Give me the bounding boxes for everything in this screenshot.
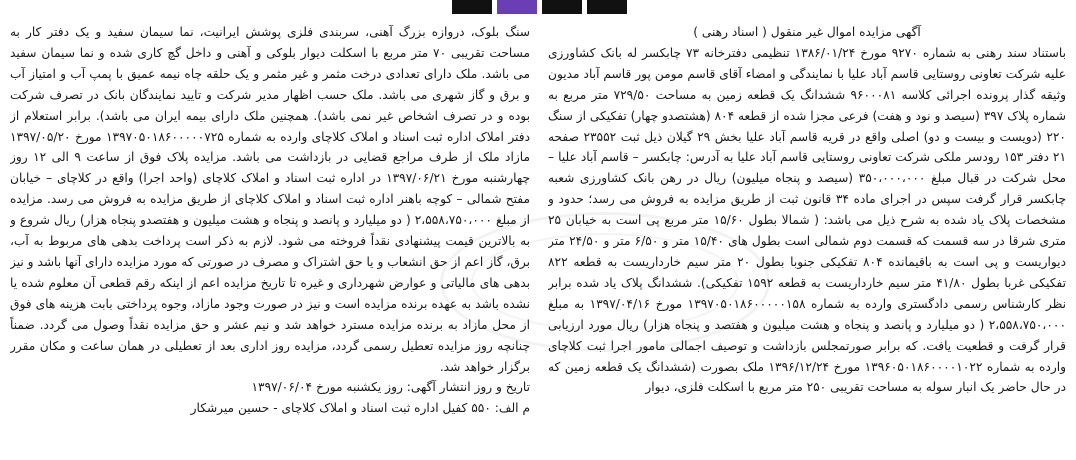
notice-body-left: سنگ بلوک، دروازه بزرگ آهنی، سربندی فلزی پوشش ایرانیت، نما سیمان سفید و یک دفتر کار به مساحت تقریبی ۷۰ متر مربع با اسکلت دیوار بلوکی و آهنی و داخل گچ کاری شده و نما سیمان سفید می باشد. ملک دارای تعدادی درخت مثمر و غیر مثمر و یک حلقه چاه نیمه عمیق با پمپ آب و امتیاز آب و برق و گاز شهری می باشد. ملک حسب اظهار مدیر شرکت و تایید نمایندگان بانک در تصرف شرکت بوده و در تصرف اشخاص غیر نمی باشد). همچنین ملک دارای بیمه ایران می باشد). برابر استعلام از دفتر املاک اداره ثبت اسناد و املاک کلاچای وارده به شماره ۱۳۹۷۰۵۰۱۸۶۰۰۰۰۰۷۲۵ مورخ ۱۳۹۷/۰۵/۲۰ مازاد ملک از طرف مراجع قضایی در بازداشت می باشد. مزایده پلاک فوق از ساعت ۹ الی ۱۲ روز چهارشنبه مورخ ۱۳۹۷/۰۶/۲۱ در اداره ثبت اسناد و املاک کلاچای (واحد اجرا) واقع در کلاچای – خیابان مفتح شمالی – کوچه باهنر اداره ثبت اسناد و املاک کلاچای از طریق مزایده به فروش می رسد. مزایده از مبلغ ۲،۵۵۸،۷۵۰،۰۰۰ ( دو میلیارد و پانصد و پنجاه و هشت میلیون و هفتصدو پنجاه هزار) ریال شروع و به بالاترین قیمت پیشنهادی نقداً فروخته می شود. لازم به ذکر است پرداخت بدهی های مربوط به آب، برق، گاز اعم از حق انشعاب و یا حق اشتراک و مصرف در صورتی که مورد مزایده دارای آنها باشد و نیز بدهی های مالیاتی و عوارض شهرداری و غیره تا تاریخ مزایده اعم از اینکه رقم قطعی آن معلوم شده یا نشده باشد به عهده برنده مزایده است و نیز در صورت وجود مازاد، وجوه پرداختی بابت هزینه های فوق از محل مازاد به برنده مزایده مسترد خواهد شد و نیم عشر و حق مزایده نقداً وصول می گردد. ضمناً چنانچه روز مزایده تعطیل رسمی گردد، مزایده روز اداری بعد از تعطیلی در همان ساعت و مکان مقرر برگزار خواهد شد.: [10, 25, 530, 374]
color-bar: [0, 0, 1076, 14]
swatch-black-3: [587, 0, 627, 14]
publication-date: تاریخ و روز انتشار آگهی: روز یکشنبه مورخ ۱۳۹۷/۰۶/۰۴: [251, 380, 530, 395]
notice-title: آگهی مزایده اموال غیر منقول ( اسناد رهنی ): [693, 25, 921, 39]
notice-body-right: باستناد سند رهنی به شماره ۹۲۷۰ مورخ ۱۳۸۶/۰۱/۲۴ تنظیمی دفترخانه ۷۳ چابکسر له بانک کشاورزی علیه شرکت تعاونی روستایی قاسم آباد علیا با نمایندگی و امضاء آقای قاسم مومن پور قاسم آباد مدیون وثیقه گذار پرونده اجرائی کلاسه ۹۶۰۰۰۸۱ ششدانگ یک قطعه زمین به مساحت ۷۲۹/۵۰ متر مربع به شماره پلاک ۳۹۷ (سیصد و نود و هفت) فرعی مجزا شده از قطعه ۸۰۴ (هشتصدو چهار) تفکیکی از سنگ ۲۲۰ (دویست و بیست و دو) اصلی واقع در قریه قاسم آباد علیا بخش ۲۹ گیلان ذیل ثبت ۲۳۵۵۲ صفحه ۲۱ دفتر ۱۵۳ رودسر ملکی شرکت تعاونی روستایی قاسم آباد علیا به آدرس: چابکسر – قاسم آباد علیا – محل شرکت در قبال مبلغ ۳۵۰،۰۰۰،۰۰۰ (سیصد و پنجاه میلیون) ریال در رهن بانک کشاورزی شعبه چابکسر قرار گرفت سپس در اجرای ماده ۳۴ قانون ثبت از طریق مزایده به فروش می رسد؛ حدود و مشخصات پلاک یاد شده به شرح ذیل می باشد: ( شمالا بطول ۱۵/۶۰ متر مربع پی است به خیابان ۲۵ متری شرقا در سه قسمت که قسمت دوم شمالی است بطول های ۱۵/۴۰ متر و ۶/۵۰ متر و ۲۴/۵۰ متر دیواریست و پی است به باقیمانده ۸۰۴ تفکیکی جنوبا بطول ۲۰ متر سیم خارداریست به قطعه ۸۲۲ تفکیکی غربا بطول ۴۱/۸۰ متر سیم خارداریست به قطعه ۱۵۹۲ تفکیکی). ششدانگ پلاک یاد شده برابر نظر کارشناس رسمی دادگستری وارده به شماره ۱۳۹۷۰۵۰۱۸۶۰۰۰۰۰۱۵۸ مورخ ۱۳۹۷/۰۴/۱۶ به مبلغ ۲،۵۵۸،۷۵۰،۰۰۰ ( دو میلیارد و پانصد و پنجاه و هشت میلیون و هفتصد و پنجاه هزار) ریال مورد ارزیابی قرار گرفت و قطعیت یافت. که برابر صورتمجلس بازداشت و توصیف اجمالی مامور اجرا ثبت کلاچای وارده به شماره ۱۳۹۶۰۵۰۱۸۶۰۰۰۰۱۰۲۲ مورخ ۱۳۹۶/۱۲/۲۴ ملک بصورت (ششدانگ یک قطعه زمین که در حال حاضر یک انبار سوله به مساحت تقریبی ۲۵۰ متر مربع با اسکلت فلزی، دیوار: [548, 45, 1066, 395]
swatch-purple: [497, 0, 537, 14]
auction-notice: [10, 22, 1066, 458]
swatch-black-2: [542, 0, 582, 14]
signature-line: م الف: ۵۵۰ کفیل اداره ثبت اسناد و املاک کلاچای - حسین میرشکار: [190, 401, 530, 416]
notice-right-column: [548, 22, 1066, 458]
swatch-black-1: [452, 0, 492, 14]
notice-left-column: [10, 22, 530, 458]
